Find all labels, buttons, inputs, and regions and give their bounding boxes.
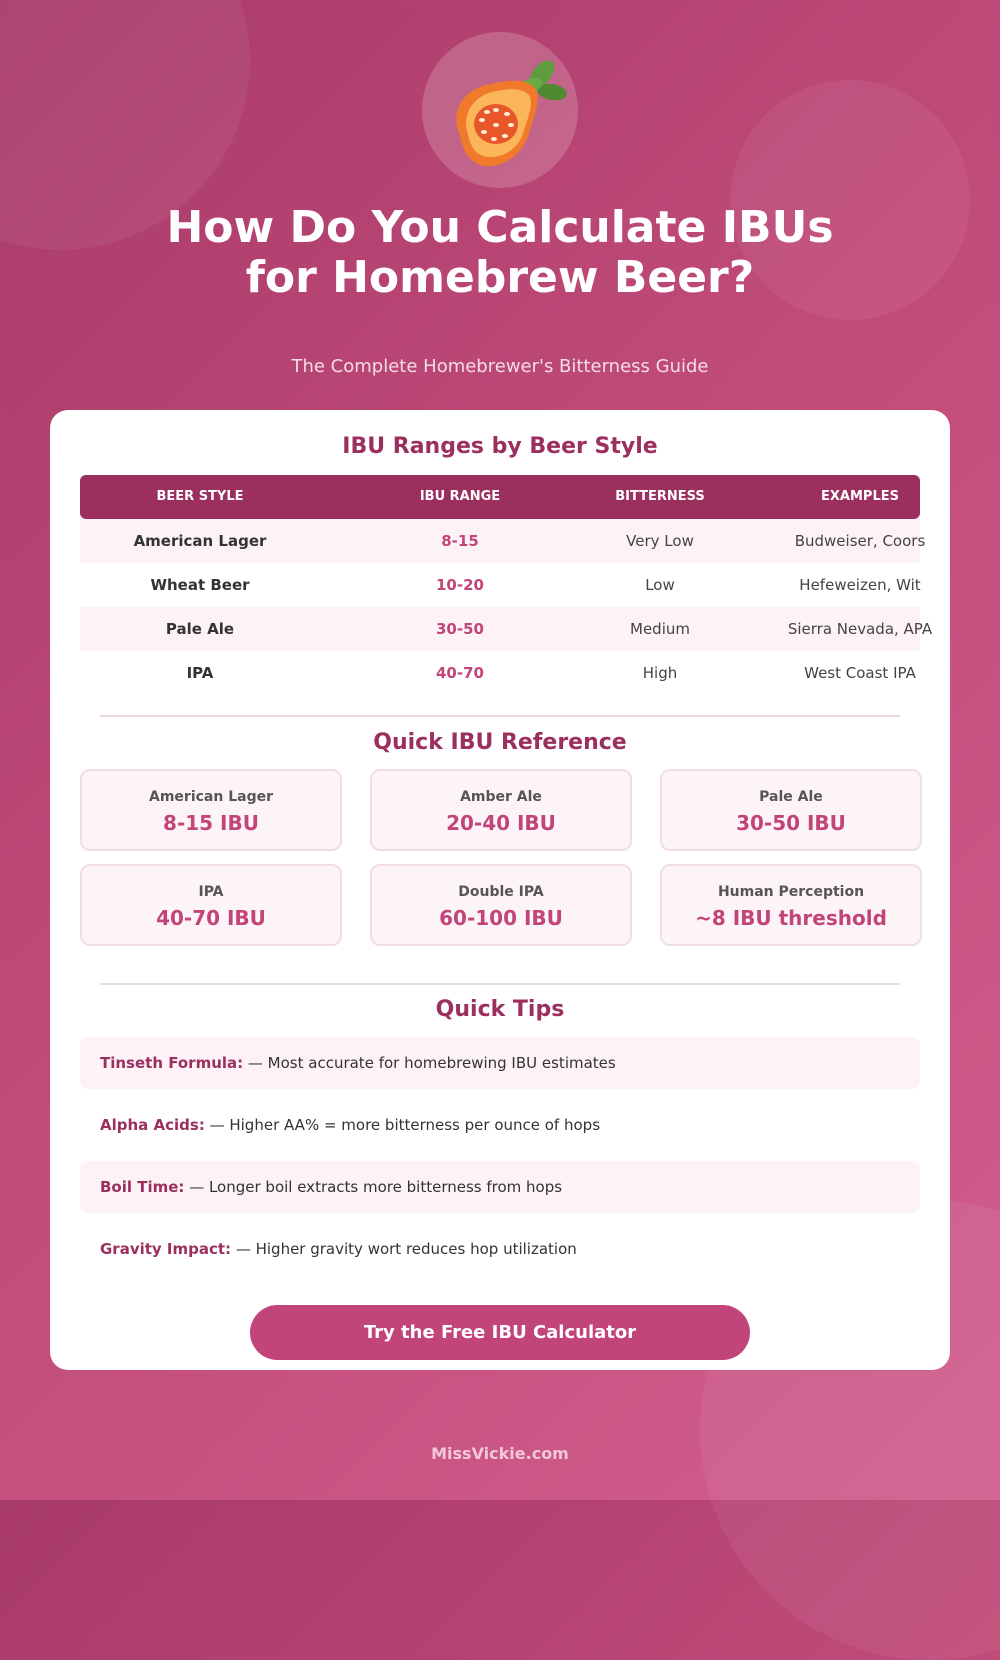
tip-item (80, 1037, 920, 1089)
header-cell: BEER STYLE (156, 489, 244, 504)
tip-text: — Higher AA% = more bitterness per ounce of hops (204, 1116, 601, 1134)
reference-label: Amber Ale (460, 789, 542, 805)
ibu-calculator-button[interactable]: Try the Free IBU Calculator (250, 1305, 750, 1360)
tip-item (80, 1223, 920, 1275)
tip-text: — Higher gravity wort reduces hop utilization (231, 1240, 577, 1258)
papaya-icon (430, 40, 570, 180)
tip-text: — Longer boil extracts more bitterness from hops (184, 1178, 563, 1196)
table-cell: 10-20 (436, 576, 484, 594)
page-title (0, 203, 1000, 303)
table-cell: Low (645, 576, 675, 594)
table-cell: High (642, 664, 678, 682)
table-cell: 30-50 (436, 620, 484, 638)
tip-key: Boil Time: (100, 1178, 185, 1196)
table-cell: Budweiser, Coors (794, 532, 926, 550)
quick-tips-title: Quick Tips (435, 997, 565, 1022)
tip-key: Tinseth Formula: (100, 1054, 244, 1072)
reference-card (80, 769, 342, 851)
reference-card (370, 769, 632, 851)
page-subtitle: The Complete Homebrewer's Bitterness Guide (291, 356, 709, 377)
table-row (80, 651, 920, 695)
reference-value: 40-70 IBU (156, 906, 266, 930)
table-cell: American Lager (133, 532, 267, 550)
reference-card (80, 864, 342, 946)
table-header (80, 475, 920, 519)
header-cell: BITTERNESS (615, 489, 705, 504)
title-line-2: for Homebrew Beer? (245, 252, 755, 303)
section-divider (100, 983, 900, 985)
reference-label: American Lager (149, 789, 273, 805)
tip-key: Gravity Impact: (100, 1240, 232, 1258)
tip-key: Alpha Acids: (100, 1116, 205, 1134)
reference-card (370, 864, 632, 946)
reference-label: Pale Ale (759, 789, 823, 805)
tip-text: — Most accurate for homebrewing IBU estimates (243, 1054, 616, 1072)
reference-value: 8-15 IBU (163, 811, 259, 835)
table-row (80, 519, 926, 563)
logo (422, 32, 578, 188)
site-footer: MissVickie.com (431, 1444, 569, 1463)
table-row (80, 563, 920, 607)
ibu-table (80, 475, 933, 695)
ibu-table-title: IBU Ranges by Beer Style (342, 434, 658, 459)
reference-value: 20-40 IBU (446, 811, 556, 835)
reference-label: Human Perception (717, 884, 865, 900)
table-row (80, 607, 933, 651)
table-cell: Medium (630, 620, 690, 638)
title-line-1: How Do You Calculate IBUs (166, 202, 834, 253)
reference-value: 60-100 IBU (439, 906, 563, 930)
content-card (50, 410, 950, 1370)
reference-value: ~8 IBU threshold (695, 906, 887, 930)
table-cell: Very Low (626, 532, 694, 550)
table-cell: Wheat Beer (150, 576, 250, 594)
reference-card (660, 864, 922, 946)
table-cell: West Coast IPA (804, 664, 916, 682)
header-cell: IBU RANGE (419, 489, 501, 504)
section-divider (100, 715, 900, 717)
table-cell: IPA (186, 664, 214, 682)
reference-label: Double IPA (458, 884, 544, 900)
table-cell: 40-70 (436, 664, 484, 682)
table-cell: Hefeweizen, Wit (799, 576, 921, 594)
reference-card (660, 769, 922, 851)
reference-value: 30-50 IBU (736, 811, 846, 835)
table-cell: 8-15 (441, 532, 479, 550)
reference-label: IPA (198, 884, 224, 900)
table-cell: Pale Ale (165, 620, 235, 638)
quick-reference-title: Quick IBU Reference (373, 730, 627, 755)
header-cell: EXAMPLES (821, 489, 899, 504)
tip-item (80, 1161, 920, 1213)
table-cell: Sierra Nevada, APA (787, 620, 933, 638)
tip-item (80, 1099, 920, 1151)
